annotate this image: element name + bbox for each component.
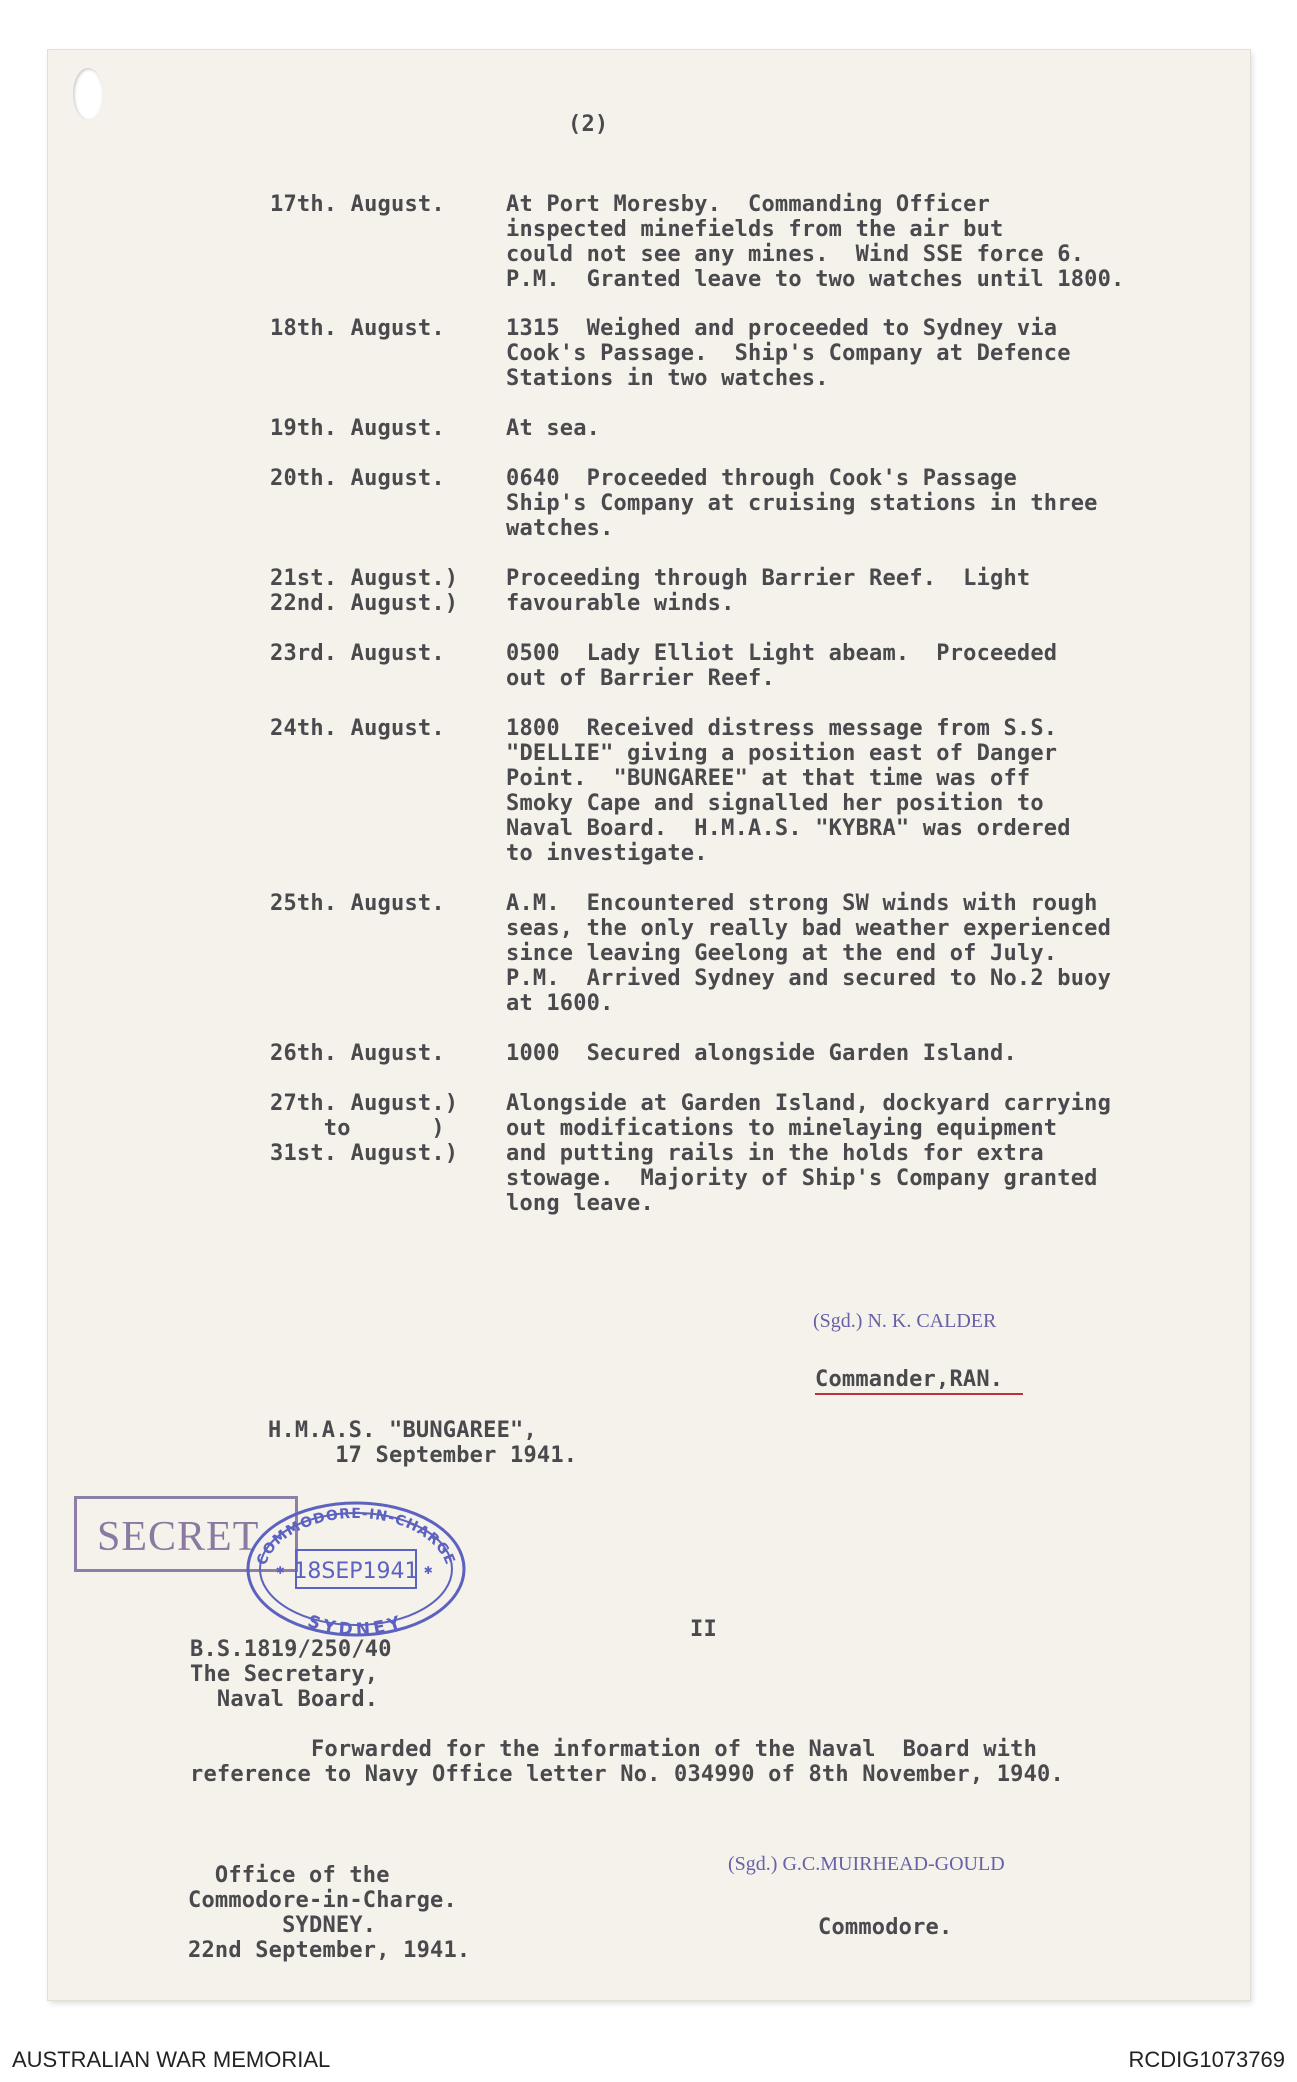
entry-text: Proceeding through Barrier Reef. Light favourable winds. [506, 566, 1031, 616]
ship-date-line: H.M.A.S. "BUNGAREE", 17 September 1941. [268, 1418, 578, 1468]
archive-name: AUSTRALIAN WAR MEMORIAL [12, 2047, 331, 2072]
page-number: (2) [568, 112, 609, 137]
entry-date: 21st. August.) 22nd. August.) [270, 566, 459, 616]
svg-text:✱: ✱ [424, 1562, 433, 1578]
signatory-rank: Commander,RAN. [815, 1367, 1004, 1392]
entry-date: 18th. August. [270, 316, 445, 341]
signature-calder: (Sgd.) N. K. CALDER [813, 1310, 997, 1332]
entry-date: 19th. August. [270, 416, 445, 441]
entry-text: 1000 Secured alongside Garden Island. [506, 1041, 1017, 1066]
entry-date: 26th. August. [270, 1041, 445, 1066]
entry-text: 0500 Lady Elliot Light abeam. Proceeded out of Barrier Reef. [506, 641, 1058, 691]
seal-bottom-text: SYDNEY [305, 1611, 407, 1640]
archive-id: RCDIG1073769 [1128, 2047, 1285, 2072]
entry-date: 27th. August.) to ) 31st. August.) [270, 1091, 459, 1166]
entry-text: 1800 Received distress message from S.S. "DELLIE" giving a position east of Danger Point. "BUNGAREE" at that time was off Smoky Cape and signalled her position to Naval Board. H.M.A.S. "KYBRA" was ordered to investigate. [506, 716, 1071, 866]
office-block: Office of the Commodore-in-Charge. SYDNEY. 22nd September, 1941. [188, 1863, 471, 1963]
entry-text: 0640 Proceeded through Cook's Passage Ship's Company at cruising stations in three watches. [506, 466, 1098, 541]
commodore-rank: Commodore. [818, 1915, 953, 1940]
commodore-seal-stamp [242, 1498, 470, 1640]
entry-date: 25th. August. [270, 891, 445, 916]
seal-top-text: COMMODORE-IN-CHARGE [253, 1505, 459, 1568]
secret-stamp: SECRET [74, 1496, 298, 1572]
forwarding-text: Forwarded for the information of the Naval Board with reference to Navy Office letter No. 034990 of 8th November, 1940. [190, 1737, 1064, 1787]
seal-date: 18SEP1941 [293, 1559, 419, 1584]
entry-date: 20th. August. [270, 466, 445, 491]
entry-date: 23rd. August. [270, 641, 445, 666]
entry-text: At Port Moresby. Commanding Officer inspected minefields from the air but could not see any mines. Wind SSE force 6. P.M. Granted leave to two watches until 1800. [506, 192, 1125, 292]
section-numeral: II [690, 1617, 717, 1642]
punch-hole [73, 68, 103, 120]
entry-text: A.M. Encountered strong SW winds with rough seas, the only really bad weather experienced since leaving Geelong at the end of July. P.M. Arrived Sydney and secured to No.2 buoy at 1600. [506, 891, 1112, 1016]
entry-date: 17th. August. [270, 192, 445, 217]
signature-muirhead-gould: (Sgd.) G.C.MUIRHEAD-GOULD [728, 1853, 1005, 1875]
entry-text: 1315 Weighed and proceeded to Sydney via Cook's Passage. Ship's Company at Defence Stations in two watches. [506, 316, 1071, 391]
svg-text:SYDNEY [305, 1612, 407, 1640]
underline-mark [815, 1393, 1023, 1395]
entry-text: Alongside at Garden Island, dockyard carrying out modifications to minelaying equipment and putting rails in the holds for extra stowage. Majority of Ship's Company granted long leave. [506, 1091, 1112, 1216]
svg-text:✱: ✱ [276, 1562, 285, 1578]
entry-text: At sea. [506, 416, 601, 441]
entry-date: 24th. August. [270, 716, 445, 741]
reference-block: B.S.1819/250/40 The Secretary, Naval Board. [190, 1637, 392, 1712]
